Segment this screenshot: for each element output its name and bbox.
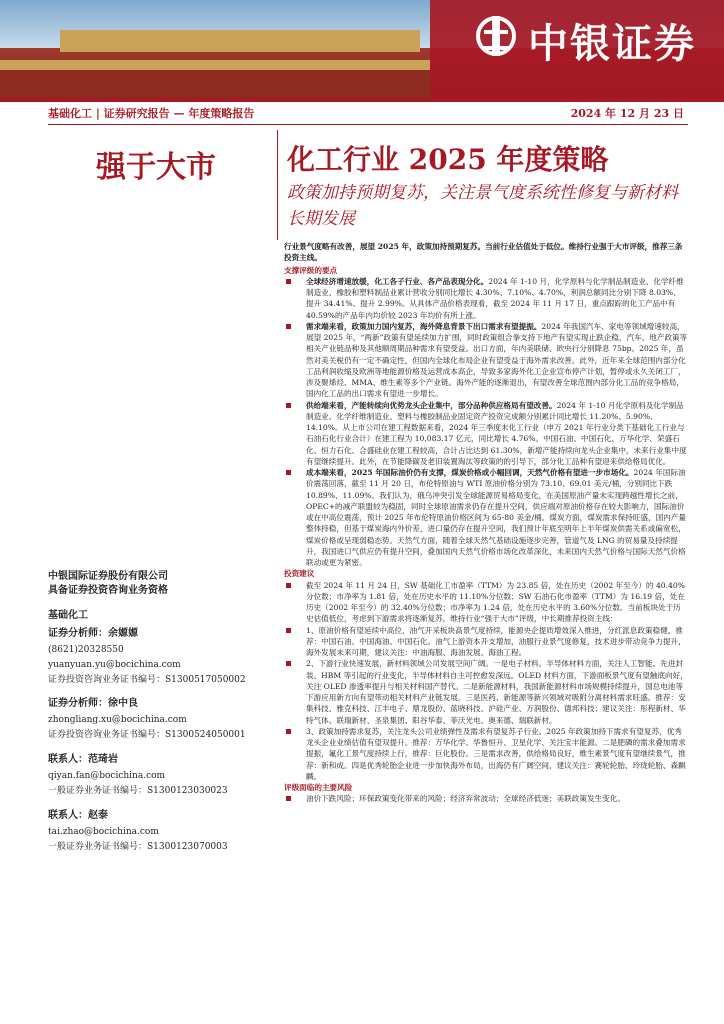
analyst-card: 证券分析师：徐中良 zhongliang.xu@bocichina.com 证券投资咨询业务证书编号：S1300524050001 <box>48 698 246 740</box>
palace-roof-image <box>60 30 420 52</box>
palace-eave-image <box>0 60 430 70</box>
company-info <box>48 570 268 598</box>
header-banner <box>0 0 724 98</box>
bullet-icon <box>286 470 291 475</box>
list-item: 成本端来看，2025 年国际油价仍有支撑，煤炭价格或小幅回调，天然气价格有望进一步市场化。2024 年国际油价震荡回落，截至 11 月 20 日，布伦特原油与 WTI 原油价格分别为 73.10、69.01 美元/桶，分别同比下跌 10.89%、11.09%。我们认为，俄乌冲突引发全球能源贸易格局变化，在美国原油产量未实现跨越性增长之前，OPEC+的减产联盟较为稳固，同时全球原油需求仍存在提升空间，供应端对原油价格存在较大影响力，国际油价或在中高位震荡，预计 2025 年布伦特原油价格区间为 65-80 美金/桶。煤炭方面，煤炭需求保持旺盛，国内产量整体持稳，但基于煤炭海内外价差，进口量仍存在提升空间，我们预计年底至明年上半年煤炭供需关系或偏宽松，煤炭价格或呈现弱稳态势。天然气方面，随着全球天然气基础设施逐步完善，管道气及 LNG 的贸易量及持续提升，我国进口气供应仍有提升空间，叠加国内天然气价格市场化改革深化，未来国内天然气价格与国际天然气价格联动或更为紧密。 <box>284 467 688 568</box>
report-title: 化工行业 2025 年度策略 <box>287 143 609 176</box>
bullet-icon <box>286 279 291 284</box>
section-heading-investment-advice: 投资建议 <box>284 569 315 579</box>
list-item: 1、原油价格有望延续中高位，油气开采板块高景气度持续，能源央企提质增效深入推进，分红派息政策稳健，推荐：中国石油、中国海油、中国石化。油气上游资本开支增加，油服行业景气度修复，技术进步带动竞争力提升，海外发展未来可期，建议关注：中油海服、海油发展、海油工程。 <box>284 625 688 659</box>
title-divider <box>277 130 278 240</box>
list-item: 截至 2024 年 11 月 24 日，SW 基础化工市盈率（TTM）为 23.85 倍，处在历史（2002 年至今）的 40.40%分位数；市净率为 1.81 倍，处在历史水平的 11.10%分位数；SW 石油石化市盈率（TTM）为 16.19 倍，处在历史（2002 年至今）的 32.40%分位数；市净率为 1.24 倍，处在历史水平的 3.60%分位数。当前板块处于历史估值低位，考虑到下游需求将逐渐复苏，维持行业“强于大市”评级，中长期推荐投资主线： <box>284 580 688 625</box>
list-item: 全球经济增速放缓，化工各子行业、各产品表现分化。2024 年 1-10 月，化学原料与化学制品制造业、化学纤维制造业、橡胶和塑料制品业累计营收分别同比增长 4.30%、7.10%、4.70%，利润总额同比分别下降 8.03%、提升 34.41%、提升 2.99%。从具体产品价格表现看，截至 2024 年 11 月 17 日，重点跟踪的化工产品中有 40.59%的产品年内均价较 2023 年均价有所上涨。 <box>284 276 688 321</box>
list-item: 2、下游行业快速发展，新材料领域公司发展空间广阔。一是电子材料。半导体材料方面，关注人工智能、先进封装、HBM 等引起的行业变化，半导体材料自主可控愈发深远。OLED 材料方面，下游面板景气度有望触底向好，关注 OLED 渗透率提升与相关材料国产替代。二是新能源材料，我国新能源材料市场规模持续提升，国总电池等下游应用新方向有望带动相关材料产业链发展。三是医药、新能源等新兴领域对吸附分离材料需求旺盛。推荐：安集科技、雅克科技、江丰电子、鼎龙股份、蓝晓科技、沪硅产业、万润股份、德邦科技；建议关注：彤程新材、华特气体、联瑞新材、圣泉集团、阳谷华泰、菲沃光电、奥来德、瑞联新材。 <box>284 658 688 726</box>
list-item: 供给端来看，产能转续向优势龙头企业集中，部分品种供应格局有望改善。2024 年 1-10 月化学原料及化学制品制造业、化学纤维制造业、塑料与橡胶制品业固定资产投资完成额分别累计同比增长 11.20%、5.90%、14.10%。从上市公司在建工程数据来看，2024 年三季度末化工行业（申万 2021 年行业分类下基础化工行业与石油石化行业合计）在建工程为 10,083.17 亿元，同比增长 4.76%。中国石油、中国石化、万华化学、荣盛石化、恒力石化、合盛硅业在建工程较高，合计占比达到 61.30%，新增产能持续向龙头企业集中，未来行业集中度有望继续提升。此外，在节能降碳及老旧装置淘汰等政策的的引导下，部分化工品种有望迎来供给格局优化。 <box>284 400 688 468</box>
palace-wall-image <box>0 70 430 98</box>
contact-card: 联系人：范琦岩 qiyan.fan@bocichina.com 一般证券业务证书编号：S1300123030023 <box>48 754 228 796</box>
report-subtitle: 政策加持预期复苏，关注景气度系统性修复与新材料长期发展 <box>287 183 678 229</box>
company-qualification: 具备证券投资咨询业务资格 <box>48 585 168 596</box>
header-divider <box>48 124 688 125</box>
header-strip <box>0 98 724 102</box>
brand-name: 中银证券 <box>528 20 696 67</box>
section-heading-risks: 评级面临的主要风险 <box>284 783 353 792</box>
bullet-icon <box>286 729 291 734</box>
bullet-icon <box>286 324 291 329</box>
boc-logo-icon <box>476 16 516 56</box>
list-item: 需求端来看，政策加力国内复苏，海外降息背景下出口需求有望提振。2024 年我国汽车、家电等领域增速较高，展望 2025 年，“两新”政策有望延续加力扩围，同时政策组合拳支持下地产有望实现止跌企稳，汽车、地产政策等相关产业链品种及其他顺周期品种需求有望受益。出口方面，年内美联储、欧央行分别降息 75bp。2025 年，虽然对美关税仍有一定不确定性，但国内全球化布局企业有望受益于海外需求改善。此外，近年来全球范围内部分化工品利润收缩及欧洲等地能源价格及运营成本高企，导致多家海外化工企业宣布停产计划，暂停或永久关闭工厂，涉及聚烯烃、MMA、维生素等多个产业链。海外产能的逐渐退出，有望改善全球范围内部分化工品的竞争格局，国内化工品的出口需求有望进一步增长。 <box>284 321 688 400</box>
industry-label: 基础化工 <box>48 610 88 621</box>
company-name: 中银国际证券股份有限公司 <box>48 571 168 582</box>
contact-card: 联系人：赵泰 tai.zhao@bocichina.com 一般证券业务证书编号：S1300123070003 <box>48 810 228 852</box>
rating-label: 强于大市 <box>96 150 216 185</box>
bullet-icon <box>286 583 291 588</box>
lead-summary: 行业景气度略有改善，展望 2025 年，政策加持预期复苏。当前行业估值处于低位。维持行业强于大市评级，推荐三条投资主线。 <box>284 242 683 263</box>
bullet-icon <box>286 796 291 801</box>
bullet-icon <box>286 661 291 666</box>
report-body <box>284 241 688 805</box>
breadcrumb: 基础化工 | 证券研究报告 — 年度策略报告 <box>48 107 255 120</box>
bullet-icon <box>286 628 291 633</box>
list-item: 3、政策加持需求复苏，关注龙头公司业绩弹性及需求有望复苏子行业。2025 年政策加持下需求有望复苏，优秀龙头企业业绩估值有望双提升。推荐：万华化学、华鲁恒升、卫星化学、关注宝丰能源。二是肥磷的需求叠加需求提振，氟化工景气度持续上行，推荐：巨化股份。三是需求改善，供给格局良好，维生素景气度有望继续景气，推荐：新和成。四是优秀轮胎企业进一步加快海外布局，出海仍有广阔空间，建议关注：赛轮轮胎、玲珑轮胎、森麒麟。 <box>284 726 688 782</box>
section-heading-rating-points: 支撑评级的要点 <box>284 265 338 275</box>
analyst-card: 证券分析师：余嫄嫄 (8621)20328550 yuanyuan.yu@bocichina.com 证券投资咨询业务证书编号：S1300517050002 <box>48 628 246 685</box>
bullet-icon <box>286 403 291 408</box>
list-item: 油价下跌风险；环保政策变化带来的风险；经济弃常波动；全球经济低迷；美联政策发生变化。 <box>284 793 688 804</box>
report-date: 2024 年 12 月 23 日 <box>570 107 684 120</box>
